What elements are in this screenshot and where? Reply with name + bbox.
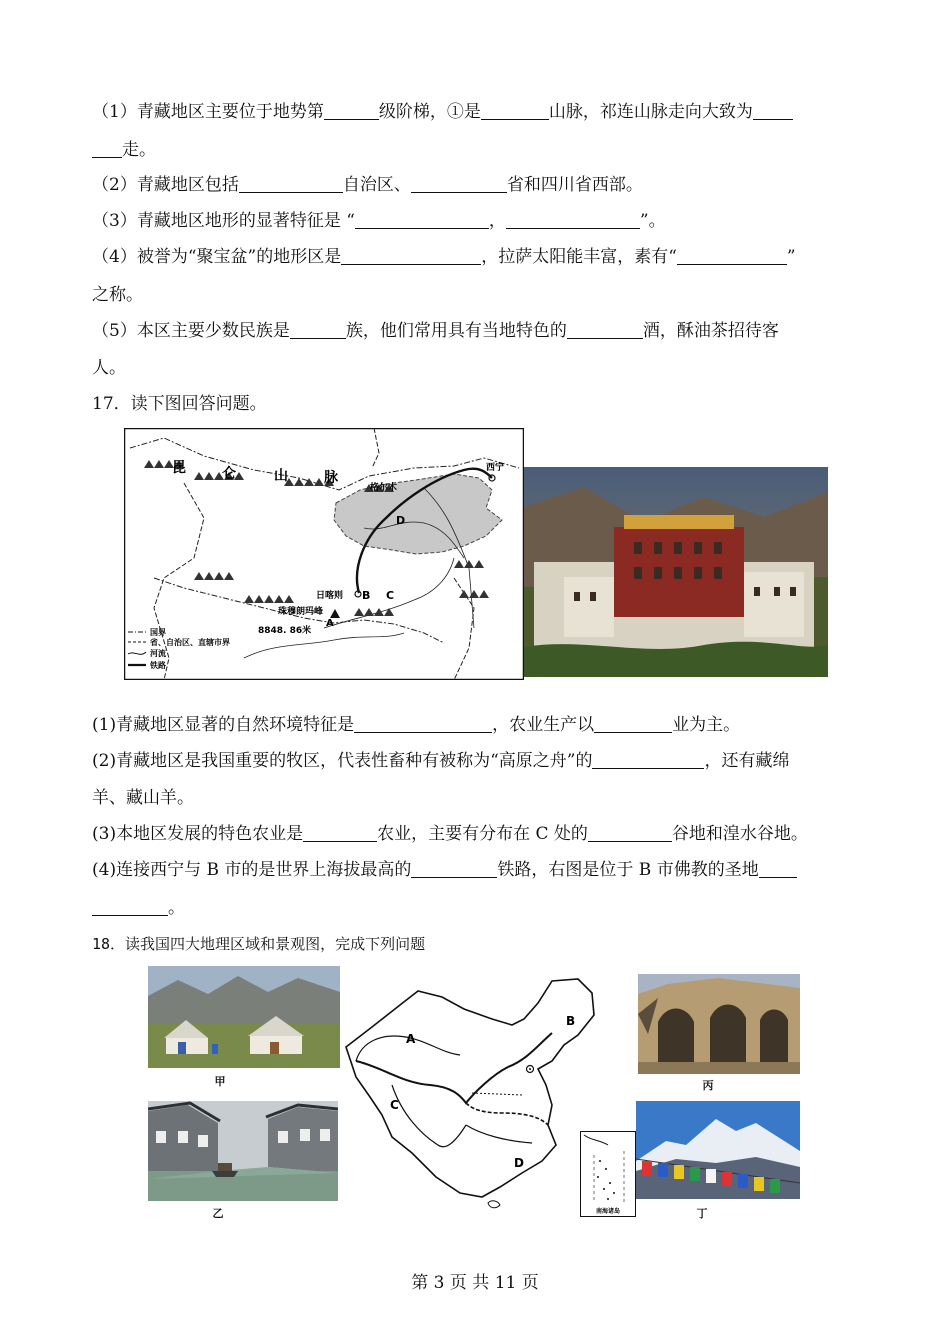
map-label-d: D — [396, 514, 406, 527]
svg-text:河流: 河流 — [150, 649, 166, 658]
photo-label-jia: 甲 — [214, 1075, 226, 1088]
region-label-a: A — [406, 1032, 416, 1046]
svg-text:国界: 国界 — [150, 628, 166, 637]
q17-part4-cont: 。 — [92, 896, 185, 920]
svg-text:省、自治区、直辖市界: 省、自治区、直辖市界 — [150, 638, 230, 647]
map-label-a: A — [326, 618, 334, 629]
q17-part2: (2)青藏地区是我国重要的牧区，代表性畜种有被称为“高原之舟”的 ，还有藏绵 — [92, 751, 790, 771]
inset-label: 南海诸岛 — [595, 1208, 621, 1215]
svg-text:铁路: 铁路 — [150, 661, 166, 670]
region-label-b: B — [566, 1014, 576, 1028]
q16-part4-cont: 之称。 — [92, 285, 143, 305]
answer-blank[interactable] — [92, 897, 168, 916]
q17-part4: (4)连接西宁与 B 市的是世界上海拔最高的 铁路，右图是位于 B 市佛教的圣地 — [92, 858, 797, 882]
answer-blank[interactable] — [290, 320, 346, 339]
map-label-c: C — [386, 589, 395, 602]
answer-blank[interactable] — [341, 246, 481, 265]
answer-blank[interactable] — [677, 246, 787, 265]
answer-blank[interactable] — [354, 714, 492, 733]
photo-bing-cave-dwellings — [638, 974, 800, 1074]
map-label-rikaze: 日喀则 — [316, 591, 344, 601]
map-label-everest: 珠穆朗玛峰 — [278, 607, 324, 617]
potala-palace-photo — [524, 467, 828, 677]
answer-blank[interactable] — [411, 174, 507, 193]
answer-blank[interactable] — [324, 101, 379, 120]
answer-blank[interactable] — [753, 101, 793, 120]
answer-blank[interactable] — [759, 859, 797, 878]
q16-part4: （4）被誉为“聚宝盆”的地形区是 ，拉萨太阳能丰富，素有“ ” — [92, 247, 796, 267]
map-label-kunlun: 仑 — [222, 466, 236, 482]
photo-jia-yurts — [148, 966, 340, 1068]
south-china-sea-inset — [580, 1131, 636, 1217]
answer-blank[interactable] — [567, 320, 643, 339]
region-label-c: C — [390, 1098, 399, 1112]
q17-part3: (3)本地区发展的特色农业是 农业，主要有分布在 C 处的 谷地和湟水谷地。 — [92, 824, 808, 844]
map-label-geermu: 格尔木 — [370, 483, 398, 493]
q16-part3: （3）青藏地区地形的显著特征是 “ ， ”。 — [92, 211, 666, 231]
answer-blank[interactable] — [303, 823, 377, 842]
q17-title: 17．读下图回答问题。 — [92, 394, 267, 414]
photo-yi-water-town — [148, 1101, 338, 1201]
q18-title: 18．读我国四大地理区域和景观图，完成下列问题 — [92, 935, 426, 953]
qinghai-tibet-map — [124, 428, 524, 680]
q16-part5: （5）本区主要少数民族是 族，他们常用具有当地特色的 酒，酥油茶招待客 — [92, 321, 779, 341]
answer-blank[interactable] — [481, 101, 549, 120]
answer-blank[interactable] — [506, 210, 640, 229]
page-footer: 第 3 页 共 11 页 — [411, 1273, 539, 1293]
answer-blank[interactable] — [92, 139, 122, 158]
answer-blank[interactable] — [239, 174, 343, 193]
map-label-kunlun: 脉 — [324, 470, 338, 486]
map-label-b: B — [362, 589, 371, 602]
answer-blank[interactable] — [355, 210, 489, 229]
answer-blank[interactable] — [594, 714, 672, 733]
photo-label-bing: 丙 — [702, 1079, 714, 1092]
photo-label-yi: 乙 — [212, 1207, 224, 1220]
answer-blank[interactable] — [592, 750, 704, 769]
q16-part2: （2）青藏地区包括 自治区、 省和四川省西部。 — [92, 175, 643, 195]
answer-blank[interactable] — [411, 859, 497, 878]
map-label-xining: 西宁 — [486, 463, 505, 473]
map-label-height: 8848. 86米 — [258, 626, 312, 636]
q17-part2-cont: 羊、藏山羊。 — [92, 788, 194, 808]
photo-ding-snow-mountain — [636, 1101, 800, 1199]
answer-blank[interactable] — [588, 823, 672, 842]
map-label-kunlun: 山 — [274, 468, 288, 484]
region-label-d: D — [514, 1156, 524, 1170]
q16-part5-cont: 人。 — [92, 358, 126, 378]
q17-part1: (1)青藏地区显著的自然环境特征是 ，农业生产以 业为主。 — [92, 715, 741, 735]
q16-part1: （1）青藏地区主要位于地势第 级阶梯，①是 山脉，祁连山脉走向大致为 — [92, 100, 793, 124]
map-label-kunlun: 昆 — [172, 460, 186, 476]
photo-label-ding: 丁 — [696, 1207, 708, 1220]
q16-part1-cont: 走。 — [92, 138, 156, 162]
